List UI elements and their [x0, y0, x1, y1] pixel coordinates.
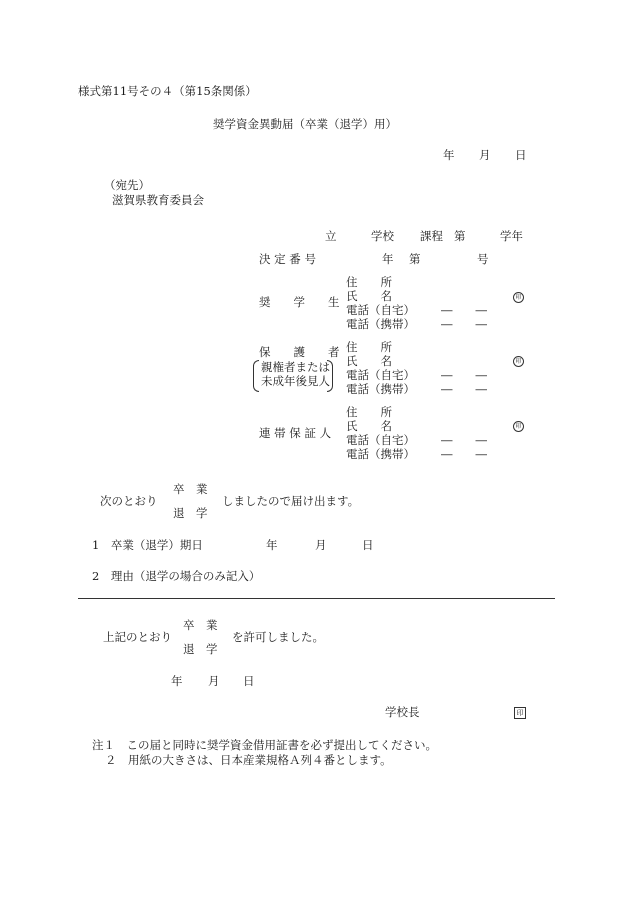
student-label: 奨 学 生 — [259, 295, 340, 309]
approval-day: 日 — [243, 674, 255, 688]
document-title: 奨学資金異動届（卒業（退学）用） — [213, 117, 397, 131]
approval-option-withdrawal: 退 学 — [183, 642, 218, 656]
student-name-label: 氏 名 — [346, 289, 392, 303]
guardian-sub-line1: 親権者または — [261, 360, 330, 374]
decision-go: 号 — [477, 252, 489, 266]
decision-year: 年 — [382, 252, 394, 266]
student-address-label: 住 所 — [346, 275, 392, 289]
date-month: 月 — [479, 148, 491, 162]
approval-suffix: を許可しました。 — [232, 630, 324, 644]
student-tel-home-dash: ― ― — [441, 303, 487, 317]
guardian-address-label: 住 所 — [346, 340, 392, 354]
principal-seal-icon: 印 — [514, 707, 526, 719]
school-gakko: 学校 — [371, 229, 394, 243]
school-ritsu: 立 — [325, 229, 337, 243]
guardian-name-label: 氏 名 — [346, 354, 392, 368]
note-1: 注１ この届と同時に奨学資金借用証書を必ず提出してください。 — [92, 738, 437, 752]
form-number: 様式第11号その４（第15条関係） — [78, 84, 257, 98]
surety-seal-icon: 印 — [513, 421, 524, 432]
note-2: ２ 用紙の大きさは、日本産業規格Ａ列４番とします。 — [105, 753, 392, 767]
item2-label: 2 理由（退学の場合のみ記入） — [92, 569, 261, 583]
student-seal-icon: 印 — [513, 292, 524, 303]
surety-label: 連 帯 保 証 人 — [259, 426, 332, 440]
guardian-sub-line2: 未成年後見人 — [261, 374, 330, 388]
date-year: 年 — [443, 148, 455, 162]
guardian-tel-mobile-dash: ― ― — [441, 382, 487, 396]
guardian-seal-icon: 印 — [513, 356, 524, 367]
student-tel-home-label: 電話（自宅） — [346, 303, 415, 317]
guardian-brace-left — [253, 360, 259, 392]
decision-dai: 第 — [409, 252, 421, 266]
notice-prefix: 次のとおり — [100, 494, 158, 508]
surety-name-label: 氏 名 — [346, 419, 392, 433]
guardian-tel-mobile-label: 電話（携帯） — [346, 382, 415, 396]
approval-year: 年 — [171, 674, 183, 688]
surety-tel-mobile-label: 電話（携帯） — [346, 447, 415, 461]
item1-day: 日 — [362, 538, 374, 552]
separator-line — [78, 598, 555, 599]
guardian-tel-home-label: 電話（自宅） — [346, 368, 415, 382]
student-tel-mobile-dash: ― ― — [441, 317, 487, 331]
decision-number-label: 決 定 番 号 — [259, 252, 316, 266]
approval-prefix: 上記のとおり — [103, 630, 172, 644]
guardian-label: 保 護 者 — [259, 345, 340, 359]
student-tel-mobile-label: 電話（携帯） — [346, 317, 415, 331]
addressee-label: （宛先） — [104, 178, 150, 192]
item1-year: 年 — [266, 538, 278, 552]
date-day: 日 — [515, 148, 527, 162]
notice-option-graduation: 卒 業 — [173, 482, 208, 496]
item1-month: 月 — [315, 538, 327, 552]
school-katei: 課程 — [420, 229, 443, 243]
principal-label: 学校長 — [385, 705, 420, 719]
surety-tel-home-label: 電話（自宅） — [346, 433, 415, 447]
guardian-tel-home-dash: ― ― — [441, 368, 487, 382]
item1-label: 1 卒業（退学）期日 — [92, 538, 203, 552]
addressee-name: 滋賀県教育委員会 — [112, 193, 204, 207]
surety-tel-home-dash: ― ― — [441, 433, 487, 447]
school-dai: 第 — [454, 229, 466, 243]
notice-suffix: しましたので届け出ます。 — [222, 494, 360, 508]
surety-tel-mobile-dash: ― ― — [441, 447, 487, 461]
surety-address-label: 住 所 — [346, 405, 392, 419]
school-gakunen: 学年 — [500, 229, 523, 243]
approval-month: 月 — [208, 674, 220, 688]
notice-option-withdrawal: 退 学 — [173, 506, 208, 520]
approval-option-graduation: 卒 業 — [183, 618, 218, 632]
